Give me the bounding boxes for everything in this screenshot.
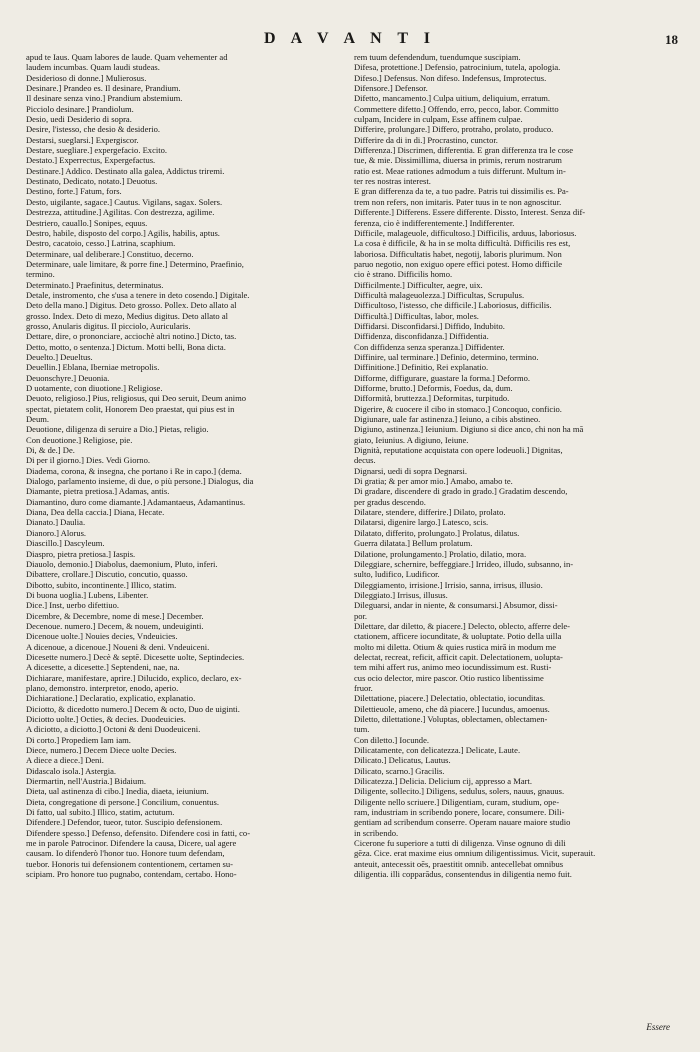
dictionary-line: decus. <box>354 455 376 466</box>
dictionary-line: Dilatato, differito, prolungato.] Prolatus, dilatus. <box>354 527 520 538</box>
dictionary-line: Dieta, congregatione di persone.] Concilium, conuentus. <box>26 796 219 807</box>
dictionary-line: molto mi diletta. Otium & quies rustica mirā in modum me <box>354 641 557 652</box>
dictionary-line: por. <box>354 610 368 621</box>
dictionary-line: ratio est. Meae rationes admodum a tuis differunt. Multum in- <box>354 165 566 176</box>
dictionary-line: Cicerone fu superiore a tutti di diligenza. Vinse ognuno di dili <box>354 838 566 849</box>
dictionary-line: Differente.] Differens. Essere differente. Dissto, Interest. Senza dif- <box>354 207 586 218</box>
dictionary-line: Diaspro, pietra pretiosa.] Iaspis. <box>26 548 136 559</box>
dictionary-line: ram, industriam in scribendo ponere, locare, consumere. Dili- <box>354 807 565 818</box>
dictionary-line: Deuelto.] Deueltus. <box>26 351 93 362</box>
dictionary-line: Destare, suegliare.] expergefacio. Excito. <box>26 145 168 156</box>
dictionary-line: trem non refers, non imitaris. Pater tuus in te non agnoscitur. <box>354 196 562 207</box>
dictionary-line: Dignarsi, uedi di sopra Degnarsi. <box>354 465 467 476</box>
dictionary-line: Dilicatezza.] Delicia. Delicium cij, appresso a Mart. <box>354 776 532 787</box>
dictionary-line: Deuoto, religioso.] Pius, religiosus, qui Deo seruit, Deum animo <box>26 393 247 404</box>
dictionary-line: Diligente nello scriuere.] Diligentiam, curam, studium, ope- <box>354 796 560 807</box>
dictionary-line: Deto della mano.] Digitus. Deto grosso. Pollex. Deto allato al <box>26 300 237 311</box>
right-column <box>354 52 680 1037</box>
dictionary-line: Difforme, brutto.] Deformis, Foedus, da, dum. <box>354 383 513 393</box>
dictionary-line: tum. <box>354 724 370 735</box>
dictionary-line: Dichiarare, manifestare, aprire.] Dilucido, explico, declaro, ex- <box>26 672 242 683</box>
dictionary-line: Difficultà malageuolezza.] Difficultas, Scrupulus. <box>354 289 525 300</box>
dictionary-line: Destinare.] Addico. Destinato alla galea, Addictus triremi. <box>26 165 225 176</box>
dictionary-line: tue, & mie. Dissimillima, diuersa in primis, rerum nostrarum <box>354 155 562 166</box>
dictionary-line: Dibattere, crollare.] Discutio, concutio, quasso. <box>26 569 188 580</box>
dictionary-line: Dice.] Inst, uerbo difettiuo. <box>26 600 120 611</box>
dictionary-line: Decenoue. numero.] Decem, & nouem, undeuiginti. <box>26 620 204 631</box>
dictionary-line: Destino, forte.] Fatum, fors. <box>26 186 122 197</box>
dictionary-line: Desiderioso di donne.] Mulierosus. <box>26 72 147 83</box>
dictionary-line: Desio, uedi Desiderio di sopra. <box>26 114 132 125</box>
dictionary-line: apud te Iaus. Quam labores de laude. Quam vehementer ad <box>26 52 228 62</box>
dictionary-line: Con deuotione.] Religiose, pie. <box>26 434 133 445</box>
dictionary-line: Diffinire, ual terminare.] Definio, determino, termino. <box>354 351 539 362</box>
dictionary-line: A diciotto, a diciotto.] Octoni & deni Duodeuiceni. <box>26 724 201 735</box>
dictionary-line: D uotamente, con diuotione.] Religiose. <box>26 383 163 393</box>
dictionary-line: Dicembre, & Decembre, nome di mese.] December. <box>26 610 204 621</box>
dictionary-line: Determinato.] Praefinitus, determinatus. <box>26 279 164 290</box>
dictionary-line: Differire, prolungare.] Differo, protraho, prolato, produco. <box>354 124 554 135</box>
dictionary-line: spectat, pietatem colit, Honorem Deo praestat, qui pius est in <box>26 403 235 414</box>
dictionary-line: gentiam ad scribendum conserre. Operam nauare maiore studio <box>354 817 571 828</box>
dictionary-line: Di buona uoglia.] Lubens, Libenter. <box>26 589 149 600</box>
dictionary-line: Difficile, malageuole, difficultoso.] Difficilis, arduus, laboriosus. <box>354 227 577 238</box>
dictionary-line: Deuellin.] Eblana, Iberniae metropolis. <box>26 362 160 373</box>
dictionary-line: Digerire, & cuocere il cibo in stomaco.] Concoquo, conficio. <box>354 403 562 414</box>
dictionary-line: Deuonschyre.] Deuonia. <box>26 372 110 383</box>
dictionary-line: Di gradare, discendere di grado in grado.] Gradatim descendo, <box>354 486 568 497</box>
dictionary-line: Difensore.] Defensor. <box>354 83 428 94</box>
dictionary-line: paruo negotio, non exiguo opere effici potest. Homo difficile <box>354 258 563 269</box>
dictionary-line: in scribendo. <box>354 827 399 838</box>
dictionary-line: delectat, recreat, reficit, afficit capit. Delectationem, uolupta- <box>354 651 563 662</box>
left-column <box>26 52 346 1037</box>
dictionary-line: Dileguarsi, andar in niente, & consumarsi.] Absumor, dissi- <box>354 600 558 611</box>
dictionary-line: termino. <box>26 269 55 280</box>
dictionary-line: La cosa è difficile, & ha in se molta difficultà. Difficilis res est, <box>354 238 571 249</box>
dictionary-line: ctationem, afficere iocunditate, & uoluptate. Potio della uilla <box>354 631 562 642</box>
dictionary-line: rem tuum defendendum, tuendumque suscipiam. <box>354 52 521 62</box>
dictionary-line: A dicenoue, a dicenoue.] Noueni & deni. Vndeuiceni. <box>26 641 210 652</box>
dictionary-line: Dilicatamente, con delicatezza.] Delicate, Laute. <box>354 745 521 756</box>
dictionary-line: plano, demonstro. interpretor, enodo, aperio. <box>26 682 179 693</box>
dictionary-line: Dicesette numero.] Decè & septē. Dicesette uolte, Septindecies. <box>26 651 245 662</box>
page-number: 18 <box>665 32 678 47</box>
dictionary-line: Differire da di in di.] Procrastino, cunctor. <box>354 134 498 145</box>
dictionary-line: Dilatarsi, digenire largo.] Latesco, scis. <box>354 517 489 528</box>
dictionary-line: Dichiaratione.] Declaratio, explicatio, explanatio. <box>26 693 196 704</box>
dictionary-line: Con diffidenza senza speranza.] Diffidenter. <box>354 341 505 352</box>
dictionary-line: Diamantino, duro come diamante.] Adamantaeus, Adamantinus. <box>26 496 246 507</box>
dictionary-line: sulto, ludifico, Ludificor. <box>354 569 440 580</box>
dictionary-line: Dilettare, dar diletto, & piacere.] Delecto, oblecto, afferre dele- <box>354 620 571 631</box>
running-head: D A V A N T I <box>264 30 436 47</box>
dictionary-line: Di fatto, ual subito.] Illico, statim, actutum. <box>26 807 175 818</box>
dictionary-line: Deuotione, diligenza di seruire a Dio.] Pietas, religio. <box>26 424 209 435</box>
dictionary-line: Didascalo isola.] Astergia. <box>26 765 117 776</box>
dictionary-line: Diascillo.] Dascyleum. <box>26 538 105 549</box>
dictionary-line: Difendere.] Defendor, tueor, tutor. Suscipio defensionem. <box>26 817 223 828</box>
dictionary-line: Desire, l'istesso, che desio & desiderio. <box>26 124 160 135</box>
dictionary-line: Di, & de.] De. <box>26 445 75 456</box>
dictionary-line: E gran differenza da te, a tuo padre. Patris tui dissimilis es. Pa- <box>354 186 569 197</box>
dictionary-line: Diciotto uolte.] Octies, & decies. Duodeuicies. <box>26 714 186 724</box>
dictionary-line: Desto, uigilante, sagace.] Cautus. Vigilans, sagax. Solers. <box>26 196 223 207</box>
dictionary-line: Deum. <box>26 414 50 425</box>
dictionary-line: Diermartin, nell'Austria.] Bidaium. <box>26 776 146 787</box>
dictionary-line: Destro, cacatoio, cesso.] Latrina, scaphium. <box>26 238 176 249</box>
dictionary-line: Dilatione, prolungamento.] Prolatio, dilatio, mora. <box>354 548 527 559</box>
dictionary-line: Dicenoue uolte.] Nouies decies, Vndeuicies. <box>26 631 178 642</box>
dictionary-line: cus ocio delector, mire pascor. Otio rustico libentissime <box>354 672 544 683</box>
dictionary-line: Difficultoso, l'istesso, che difficile.] Laboriosus, difficilis. <box>354 300 552 311</box>
dictionary-line: Diffidarsi. Disconfidarsi.] Diffido, Indubito. <box>354 320 505 331</box>
dictionary-line: Destinato, Dedicato, notato.] Deuotus. <box>26 176 158 187</box>
dictionary-line: Determinare, uale limitare, & porre fine.] Determino, Praefinio, <box>26 258 244 269</box>
dictionary-line: Digiuno, astinenza.] Ieiunium. Digiuno si dice anco, chi non ha mā <box>354 424 584 435</box>
dictionary-line: Dileggiamento, irrisione.] Irrisio, sanna, irrisus, illusio. <box>354 579 543 590</box>
dictionary-line: tuebor. Honoris tui defensionem contentionem, certamen su- <box>26 858 233 869</box>
dictionary-line: me in parole Patrocinor. Difendere la causa, Dicere, ual agere <box>26 838 237 849</box>
dictionary-line: Dieta, ual astinenza di cibo.] Inedia, diaeta, ieiunium. <box>26 786 209 797</box>
dictionary-line: Desinare.] Prandeo es. Il desinare, Prandium. <box>26 83 181 94</box>
dictionary-line: Dilettieuole, ameno, che dà piacere.] Iucundus, amoenus. <box>354 703 550 714</box>
dictionary-line: culpam, Incidere in culpam, Esse affinem culpae. <box>354 114 523 125</box>
dictionary-line: scipiam. Pro honore tuo pugnabo, contendam, certabo. Hono- <box>26 869 237 880</box>
dictionary-line: Con diletto.] Iocunde. <box>354 734 430 745</box>
dictionary-line: Destriero, cauallo.] Sonipes, equus. <box>26 217 148 228</box>
dictionary-line: Diauolo, demonio.] Diabolus, daemonium, Pluto, inferi. <box>26 558 218 569</box>
dictionary-line: Destarsi, sueglarsi.] Expergiscor. <box>26 134 139 145</box>
dictionary-line: Di per il giorno.] Dies. Vedi Giorno. <box>26 455 150 466</box>
dictionary-line: cio è strano. Difficilis homo. <box>354 269 453 280</box>
dictionary-line: Difesa, protettione.] Defensio, patrocinium, tutela, apologia. <box>354 62 561 73</box>
dictionary-line: Picciolo desinare.] Prandiolum. <box>26 103 134 114</box>
dictionary-line: Diciotto, & dicedotto numero.] Decem & octo, Duo de uiginti. <box>26 703 240 714</box>
dictionary-line: Diamante, pietra pretiosa.] Adamas, antis. <box>26 486 170 497</box>
dictionary-line: Guerra dilatata.] Bellum prolatum. <box>354 538 473 549</box>
dictionary-line: Dianoro.] Alorus. <box>26 527 87 538</box>
dictionary-line: Destato.] Experrectus, Expergefactus. <box>26 155 156 166</box>
dictionary-line: Detto, motto, o sentenza.] Dictum. Motti belli, Bona dicta. <box>26 341 226 352</box>
dictionary-line: Dilicato, scarno.] Gracilis. <box>354 765 445 776</box>
dictionary-line: Determinare, ual deliberare.] Constituo, decerno. <box>26 248 194 259</box>
dictionary-line: Dileggiare, schernire, beffeggiare.] Irrideo, illudo, subsanno, in- <box>354 558 574 569</box>
dictionary-line: fruor. <box>354 682 373 693</box>
dictionary-line: Dilatare, stendere, differire.] Dilato, prolato. <box>354 507 506 518</box>
dictionary-line: Difformità, bruttezza.] Deformitas, turpitudo. <box>354 393 510 404</box>
dictionary-line: Difforme, diffigurare, guastare la forma.] Deformo. <box>354 372 531 383</box>
dictionary-line: Diligente, sollecito.] Diligens, sedulus, solers, nauus, gnauus. <box>354 786 565 797</box>
dictionary-line: gēza. Cice. erat maxime eius omnium diligentissimus. Vicit, superauit. <box>354 848 596 859</box>
dictionary-line: ferenza, cio è indifferentemente.] Indifferenter. <box>354 217 515 228</box>
dictionary-line: laudem incumbas. Quam laudi studeas. <box>26 62 160 73</box>
dictionary-line: Difeso.] Defensus. Non difeso. Indefensus, Improtectus. <box>354 72 547 83</box>
dictionary-line: Commettere difetto.] Offendo, erro, pecco, labor. Committo <box>354 103 559 114</box>
dictionary-line: A dicesette, a dicesette.] Septendeni, nae, na. <box>26 662 180 673</box>
dictionary-line: grosso, Anularis digitus. Il picciolo, Auricularis. <box>26 320 191 331</box>
dictionary-line: Dilettatione, piacere.] Delectatio, oblectatio, iocunditas. <box>354 693 546 704</box>
dictionary-line: Dialogo, parlamento insieme, di due, o più persone.] Dialogus, dia <box>26 476 254 487</box>
dictionary-line: anteuit, antecessit oēs, praestitit omnib. antecellebat omnibus <box>354 858 564 869</box>
dictionary-line: Dianato.] Daulia. <box>26 517 86 528</box>
dictionary-line: Di corto.] Propediem Iam iam. <box>26 734 131 745</box>
dictionary-line: ter res nostras interest. <box>354 176 431 187</box>
dictionary-line: Detale, instromento, che s'usa a tenere in deto cosendo.] Digitale. <box>26 289 250 300</box>
dictionary-line: Destro, habile, disposto del corpo.] Agilis, habilis, aptus. <box>26 227 220 238</box>
dictionary-line: Diletto, dilettatione.] Voluptas, oblectamen, oblectamen- <box>354 714 548 724</box>
dictionary-line: Dilicato.] Delicatus, Lautus. <box>354 755 451 766</box>
dictionary-line: grosso. Index. Deto di mezo, Medius digitus. Deto allato al <box>26 310 229 321</box>
dictionary-line: Difetto, mancamento.] Culpa uitium, deliquium, erratum. <box>354 93 551 104</box>
dictionary-line: Difficilmente.] Difficulter, aegre, uix. <box>354 279 483 290</box>
dictionary-line: per gradus descendo. <box>354 496 426 507</box>
dictionary-line: Diadema, corona, & insegna, che portano i Re in capo.] (dema. <box>26 465 242 476</box>
dictionary-line: Differenza.] Discrimen, differentia. E gran differenza tra le cose <box>354 145 574 156</box>
dictionary-line: Il desinare senza vino.] Prandium abstemium. <box>26 93 183 104</box>
dictionary-line: Destrezza, attitudine.] Agilitas. Con destrezza, agilime. <box>26 207 215 218</box>
dictionary-line: Diffidenza, disconfidanza.] Diffidentia. <box>354 331 489 342</box>
dictionary-line: laboriosa. Difficultatis habet, negotij, laboris plurimum. Non <box>354 248 562 259</box>
dictionary-line: Diana, Dea della caccia.] Diana, Hecate. <box>26 507 165 518</box>
dictionary-line: Dileggiato.] Irrisus, illusus. <box>354 589 448 600</box>
dictionary-line: Diece, numero.] Decem Diece uolte Decies. <box>26 745 177 756</box>
dictionary-line: Dibotto, subito, incontinente.] Illico, statim. <box>26 579 177 590</box>
dictionary-line: giato, Ieiunius. A digiuno, Ieiune. <box>354 434 469 445</box>
dictionary-line: Dettare, dire, o prononciare, acciochè altri notino.] Dicto, tas. <box>26 331 237 342</box>
catchword: Essere <box>646 1022 670 1032</box>
dictionary-line: Difficultà.] Difficultas, labor, moles. <box>354 310 479 321</box>
dictionary-line: Digiunare, uale far astinenza.] Ieiuno, a cibis abstineo. <box>354 414 541 425</box>
dictionary-line: diligentia. illi copparādus, consentendus in diligentia nemo fuit. <box>354 869 572 880</box>
dictionary-line: causam. Io difenderò l'honor tuo. Honore tuum defendam, <box>26 848 225 859</box>
dictionary-line: Dignità, reputatione acquistata con opere lodeuoli.] Dignitas, <box>354 445 563 456</box>
dictionary-line: Di gratia; & per amor mio.] Amabo, amabo te. <box>354 476 513 487</box>
dictionary-line: Diffinitione.] Definitio, Rei explanatio. <box>354 362 489 373</box>
dictionary-line: tem mihi affert rus, animo meo iocundissimum est. Rusti- <box>354 662 552 673</box>
page-header <box>0 30 700 52</box>
dictionary-line: Difendere spesso.] Defenso, defensito. Difendere cosi in fatti, co- <box>26 827 251 838</box>
dictionary-line: A diece a diece.] Deni. <box>26 755 104 766</box>
